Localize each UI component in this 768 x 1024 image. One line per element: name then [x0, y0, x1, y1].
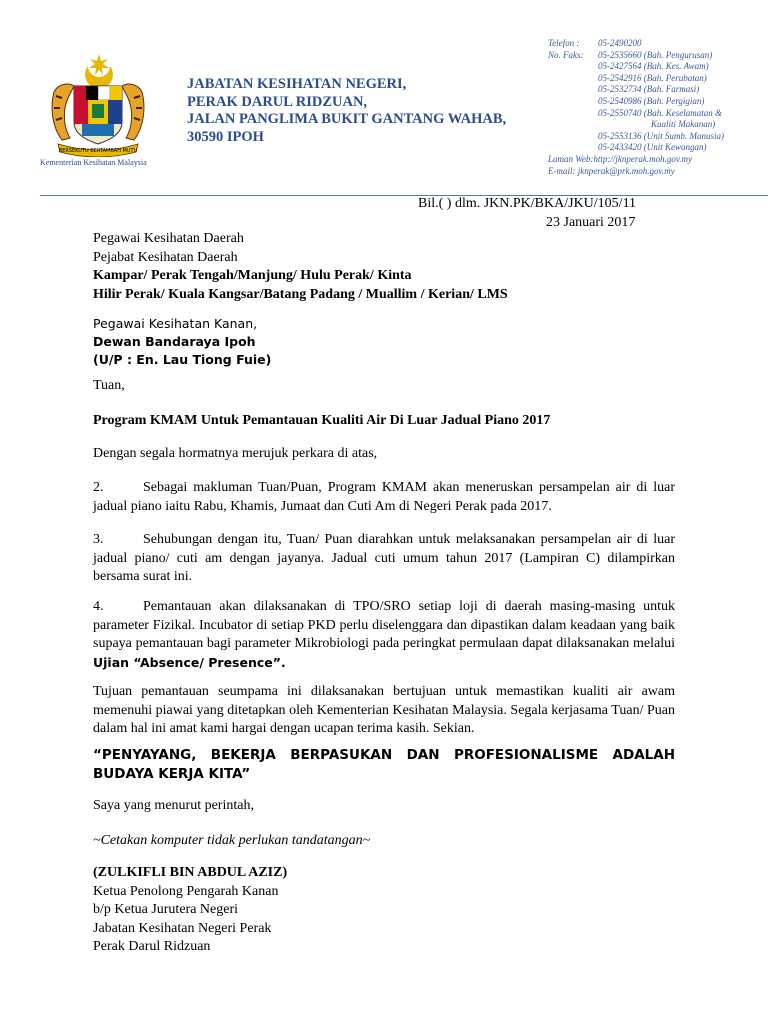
reference-number: Bil.( ) dlm. JKN.PK/BKA/JKU/105/11	[418, 196, 637, 211]
recipient-block-1	[93, 230, 508, 304]
paragraph-2	[93, 479, 675, 516]
recipient-line: Pejabat Kesihatan Daerah	[93, 249, 238, 265]
opening-line: Dengan segala hormatnya merujuk perkara di atas,	[93, 446, 378, 461]
fax-line: 05-2535660 (Bah. Pengurusan)	[598, 49, 713, 60]
paragraph-text: Pemantauan akan dilaksanakan di TPO/SRO setiap loji di daerah masing-masing untuk parameter Fizikal. Incubator di setiap PKD perlu diselenggara dan dipastikan dalam keadaan yang baik supaya pemantauan bagi parameter Mikrobiologi pada peringkat permulaan dapat dilaksanakan melalui	[93, 599, 675, 651]
paragraph-text: Sebagai makluman Tuan/Puan, Program KMAM akan meneruskan persampelan air di luar jadual piano iaitu Rabu, Khamis, Jumaat dan Cuti Am di Negeri Perak pada 2017.	[93, 480, 675, 514]
closing-line: Saya yang menurut perintah,	[93, 798, 254, 813]
signatory-line: Jabatan Kesihatan Negeri Perak	[93, 920, 272, 936]
test-method: Ujian “Absence/ Presence”.	[93, 654, 286, 670]
org-line: PERAK DARUL RIDZUAN,	[187, 93, 368, 110]
org-line: JALAN PANGLIMA BUKIT GANTANG WAHAB,	[187, 111, 507, 127]
contact-block	[548, 38, 724, 177]
recipient-attention: (U/P : En. Lau Tiong Fuie)	[93, 352, 272, 367]
signature-block	[93, 864, 287, 957]
fax-label: No. Faks:	[548, 49, 584, 60]
fax-line: 05-2550740 (Bah. Keselamatan &	[598, 107, 722, 118]
org-line: 30590 IPOH	[187, 128, 264, 145]
recipient-line: Dewan Bandaraya Ipoh	[93, 334, 256, 349]
signatory-name: (ZULKIFLI BIN ABDUL AZIZ)	[93, 865, 288, 880]
paragraph-number: 2.	[93, 480, 104, 495]
paragraph-text: Sehubungan dengan itu, Tuan/ Puan diarahkan untuk melaksanakan persampelan air di luar jadual piano/ cuti am dengan jayanya. Jadual cuti umum tahun 2017 (Lampiran C) dilampirkan bersama surat ini.	[93, 532, 675, 584]
computer-print-note: ~Cetakan komputer tidak perlukan tandatangan~	[93, 833, 371, 848]
letter-date: 23 Januari 2017	[546, 215, 636, 230]
fax-line: 05-2553136 (Unit Sumb. Manusia)	[598, 130, 724, 141]
organization-address	[187, 76, 506, 146]
recipient-districts: Kampar/ Perak Tengah/Manjung/ Hulu Perak/ Kinta	[93, 268, 412, 283]
paragraph-text: Tujuan pemantauan seumpama ini dilaksanakan bertujuan untuk memastikan kualiti air awam memenuhi piawai yang ditetapkan oleh Kementerian Kesihatan Malaysia. Segala kerjasama Tuan/ Puan dalam hal ini amat kami hargai dengan ucapan terima kasih. Sekian.	[93, 684, 675, 736]
svg-text:BERSEKUTU BERTAMBAH MUTU: BERSEKUTU BERTAMBAH MUTU	[58, 148, 138, 154]
crest-caption: Kementerian Kesihatan Malaysia	[40, 158, 147, 167]
telephone-label: Telefon :	[548, 38, 580, 48]
salutation: Tuan,	[93, 378, 125, 393]
motto-text: “PENYAYANG, BEKERJA BERPASUKAN DAN PROFESIONALISME ADALAH BUDAYA KERJA KITA”	[93, 747, 675, 782]
letter-subject: Program KMAM Untuk Pemantauan Kualiti Air Di Luar Jadual Piano 2017	[93, 413, 551, 428]
fax-row	[548, 50, 724, 62]
paragraph-5	[93, 683, 675, 739]
fax-line: 05-2540986 (Bah. Pergigian)	[598, 95, 705, 106]
fax-line: 05-2532734 (Bah. Farmasi)	[598, 84, 700, 95]
fax-line: 05-2433420 (Unit Kewangan)	[598, 142, 707, 153]
paragraph-number: 3.	[93, 532, 104, 547]
header-divider	[40, 195, 768, 196]
paragraph-4	[93, 598, 675, 673]
malaysia-crest-logo	[48, 52, 148, 157]
org-line: JABATAN KESIHATAN NEGERI,	[187, 76, 407, 92]
fax-line: Kualiti Makanan)	[651, 119, 716, 130]
recipient-districts: Hilir Perak/ Kuala Kangsar/Batang Padang / Muallim / Kerian/ LMS	[93, 286, 508, 302]
recipient-line: Pegawai Kesihatan Kanan,	[93, 316, 258, 331]
recipient-line: Pegawai Kesihatan Daerah	[93, 231, 244, 246]
fax-line: 05-2427564 (Bah. Kes. Awam)	[598, 61, 709, 72]
paragraph-number: 4.	[93, 599, 104, 614]
paragraph-3	[93, 531, 675, 587]
signatory-line: b/p Ketua Jurutera Negeri	[93, 902, 238, 917]
email-link[interactable]: E-mail: jknperak@prk.moh.gov.my	[548, 165, 675, 176]
signatory-line: Perak Darul Ridzuan	[93, 939, 211, 954]
telephone-row	[548, 38, 724, 50]
fax-line: 05-2542916 (Bah. Perubatan)	[598, 72, 707, 83]
telephone-value: 05-2490200	[598, 38, 642, 48]
recipient-block-2	[93, 315, 271, 369]
signatory-line: Ketua Penolong Pengarah Kanan	[93, 883, 279, 899]
work-culture-motto	[93, 746, 675, 784]
website-link[interactable]: Laman Web:http://jknperak.moh.gov.my	[548, 153, 692, 164]
